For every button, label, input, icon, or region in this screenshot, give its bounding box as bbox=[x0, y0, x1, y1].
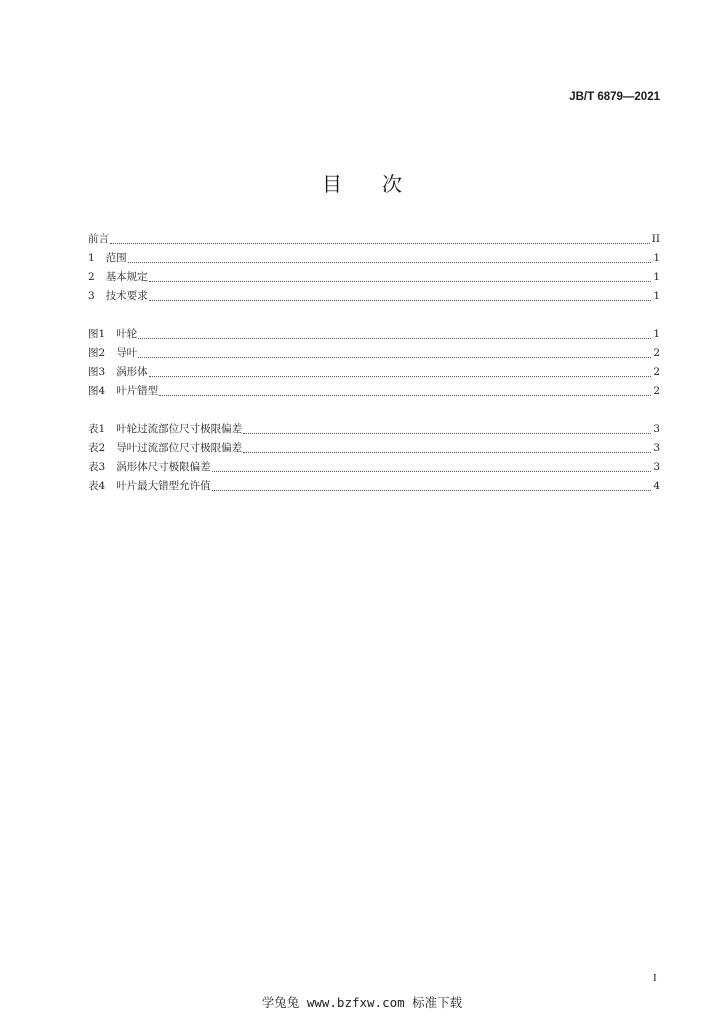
toc-entry-number: 1 bbox=[88, 252, 95, 264]
toc-entry-number: 表2 bbox=[88, 442, 106, 454]
toc-entry-number: 表4 bbox=[88, 480, 106, 492]
toc-entry-title: 叶片最大错型允许值 bbox=[116, 480, 211, 492]
document-number: JB/T 6879—2021 bbox=[569, 91, 660, 103]
toc-entry-page: 3 bbox=[653, 461, 660, 473]
toc-entry bbox=[88, 249, 660, 268]
toc-entry bbox=[88, 363, 660, 382]
dot-leader bbox=[149, 300, 652, 301]
toc-entry bbox=[88, 325, 660, 344]
toc-group-sections bbox=[88, 230, 660, 306]
toc-entry bbox=[88, 382, 660, 401]
toc-entry-page: 1 bbox=[653, 290, 660, 302]
toc-entry-title: 基本规定 bbox=[105, 271, 148, 283]
dot-leader bbox=[159, 395, 651, 396]
toc-entry-title: 导叶过流部位尺寸极限偏差 bbox=[116, 442, 243, 454]
toc-group-figures bbox=[88, 325, 660, 401]
toc-entry-title: 叶轮 bbox=[116, 328, 138, 340]
toc-entry bbox=[88, 458, 660, 477]
toc-entry bbox=[88, 287, 660, 306]
dot-leader bbox=[149, 376, 652, 377]
toc-entry-title: 涡形体尺寸极限偏差 bbox=[116, 461, 211, 473]
toc-entry-page: 3 bbox=[653, 423, 660, 435]
toc-entry bbox=[88, 477, 660, 496]
dot-leader bbox=[110, 243, 650, 244]
toc-entry bbox=[88, 420, 660, 439]
toc-entry-number: 图4 bbox=[88, 385, 106, 397]
page-number: I bbox=[653, 972, 657, 984]
toc-entry-page: 1 bbox=[653, 252, 660, 264]
toc-entry-number: 图2 bbox=[88, 347, 106, 359]
toc-entry-number: 图3 bbox=[88, 366, 106, 378]
toc-entry-number: 3 bbox=[88, 290, 95, 302]
toc-entry-title: 范围 bbox=[105, 252, 127, 264]
dot-leader bbox=[128, 262, 652, 263]
toc-group-tables bbox=[88, 420, 660, 496]
toc-entry-page: 2 bbox=[653, 366, 660, 378]
dot-leader bbox=[138, 338, 651, 339]
dot-leader bbox=[149, 281, 652, 282]
toc-entry bbox=[88, 230, 660, 249]
toc-entry-number: 2 bbox=[88, 271, 95, 283]
toc-entry bbox=[88, 344, 660, 363]
toc-entry-page: 1 bbox=[653, 271, 660, 283]
toc-entry-page: 4 bbox=[653, 480, 660, 492]
dot-leader bbox=[243, 433, 651, 434]
toc-entry-page: 1 bbox=[653, 328, 660, 340]
toc-entry-title: 涡形体 bbox=[116, 366, 148, 378]
toc-entry-number: 表1 bbox=[88, 423, 106, 435]
page-title: 目 次 bbox=[322, 172, 412, 196]
dot-leader bbox=[212, 490, 652, 491]
table-of-contents bbox=[88, 230, 660, 496]
toc-entry-title: 前言 bbox=[88, 233, 109, 245]
toc-entry-page: 2 bbox=[653, 385, 660, 397]
dot-leader bbox=[243, 452, 651, 453]
toc-entry bbox=[88, 268, 660, 287]
toc-entry-page: 2 bbox=[653, 347, 660, 359]
toc-entry-title: 叶片错型 bbox=[116, 385, 159, 397]
toc-entry-page: II bbox=[651, 233, 660, 245]
toc-entry bbox=[88, 439, 660, 458]
toc-entry-title: 导叶 bbox=[116, 347, 138, 359]
toc-entry-page: 3 bbox=[653, 442, 660, 454]
toc-entry-number: 表3 bbox=[88, 461, 106, 473]
watermark-footer: 学兔兔 www.bzfxw.com 标准下载 bbox=[261, 995, 463, 1010]
toc-entry-number: 图1 bbox=[88, 328, 106, 340]
dot-leader bbox=[138, 357, 651, 358]
toc-entry-title: 技术要求 bbox=[105, 290, 148, 302]
dot-leader bbox=[212, 471, 652, 472]
toc-entry-title: 叶轮过流部位尺寸极限偏差 bbox=[116, 423, 243, 435]
